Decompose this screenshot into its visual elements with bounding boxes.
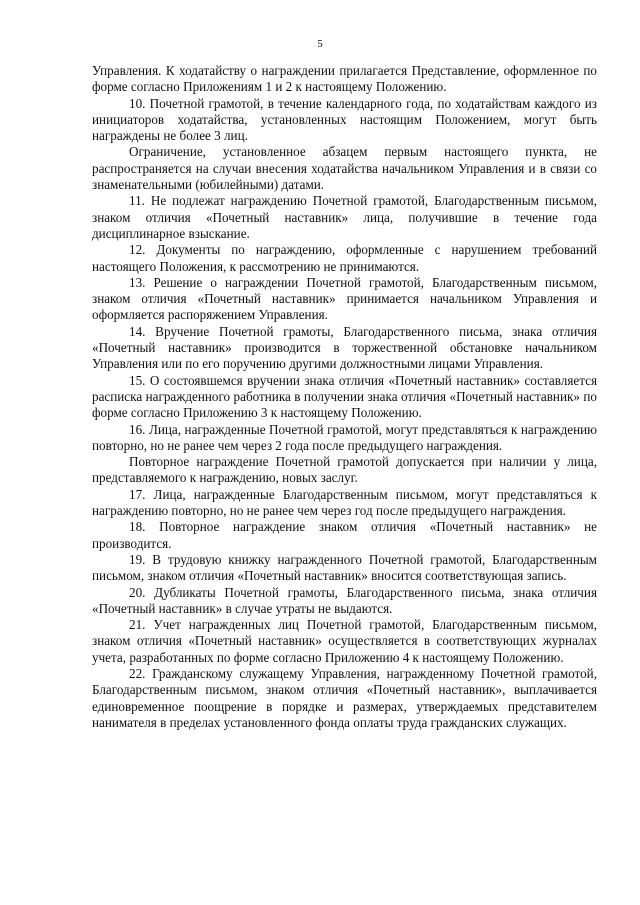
- paragraph-continuation: Управления. К ходатайству о награждении прилагается Представление, оформленное по форме согласно Приложениям 1 и 2 к настоящему Положению.: [92, 63, 597, 95]
- paragraph-item-19: 19. В трудовую книжку награжденного Почетной грамотой, Благодарственным письмом, знаком отличия «Почетный наставник» вносится соответствующая запись.: [92, 551, 597, 584]
- paragraph-item-11: 11. Не подлежат награждению Почетной грамотой, Благодарственным письмом, знаком отличия «Почетный наставник» лица, получившие в течение года дисциплинарное взыскание.: [92, 193, 597, 241]
- paragraph-item-12: 12. Документы по награждению, оформленные с нарушением требований настоящего Положения, к рассмотрению не принимаются.: [92, 242, 597, 274]
- paragraph-item-17: 17. Лица, награжденные Благодарственным письмом, могут представляться к награждению повторно, но не ранее чем через год после предыдущего награждения.: [92, 486, 597, 519]
- paragraph-item-21: 21. Учет награжденных лиц Почетной грамотой, Благодарственным письмом, знаком отличия «Почетный наставник» осуществляется в соответствующих журналах учета, разработанных по форме согласно Приложению 4 к настоящему Положению.: [92, 617, 597, 665]
- paragraph-item-14: 14. Вручение Почетной грамоты, Благодарственного письма, знака отличия «Почетный наставник» производится в торжественной обстановке начальником Управления или по его поручению другими должностными лицами Управления.: [92, 323, 597, 372]
- paragraph-restriction: Ограничение, установленное абзацем первым настоящего пункта, не распространяется на случаи внесения ходатайства начальником Управления и в связи со знаменательными (юбилейными) датами.: [92, 144, 597, 193]
- paragraph-item-20: 20. Дубликаты Почетной грамоты, Благодарственного письма, знака отличия «Почетный наставник» в случае утраты не выдаются.: [92, 584, 597, 616]
- paragraph-item-18: 18. Повторное награждение знаком отличия «Почетный наставник» не производится.: [92, 519, 597, 551]
- page-number: 5: [317, 38, 323, 50]
- paragraph-item-16: 16. Лица, награжденные Почетной грамотой, могут представляться к награждению повторно, но не ранее чем через 2 года после предыдущего награждения.: [92, 421, 597, 453]
- paragraph-item-15: 15. О состоявшемся вручении знака отличия «Почетный наставник» составляется расписка награжденного работника в получении знака отличия «Почетный наставник» по форме согласно Приложению 3 к настоящему Положению.: [92, 372, 597, 421]
- paragraph-item-22: 22. Гражданскому служащему Управления, награжденному Почетной грамотой, Благодарственным письмом, знаком отличия «Почетный наставник», выплачивается единовременное поощрение в порядке и размерах, утверждаемых представителем нанимателя в пределах установленного фонда оплаты труда гражданских служащих.: [92, 665, 597, 730]
- document-body: [92, 63, 597, 731]
- paragraph-repeat-award: Повторное награждение Почетной грамотой допускается при наличии у лица, представляемого к награждению, новых заслуг.: [92, 454, 597, 486]
- paragraph-item-10: 10. Почетной грамотой, в течение календарного года, по ходатайствам каждого из инициаторов ходатайства, установленных настоящим Положением, могут быть награждены не более 3 лиц.: [92, 95, 597, 144]
- paragraph-item-13: 13. Решение о награждении Почетной грамотой, Благодарственным письмом, знаком отличия «Почетный наставник» принимается начальником Управления и оформляется распоряжением Управления.: [92, 274, 597, 323]
